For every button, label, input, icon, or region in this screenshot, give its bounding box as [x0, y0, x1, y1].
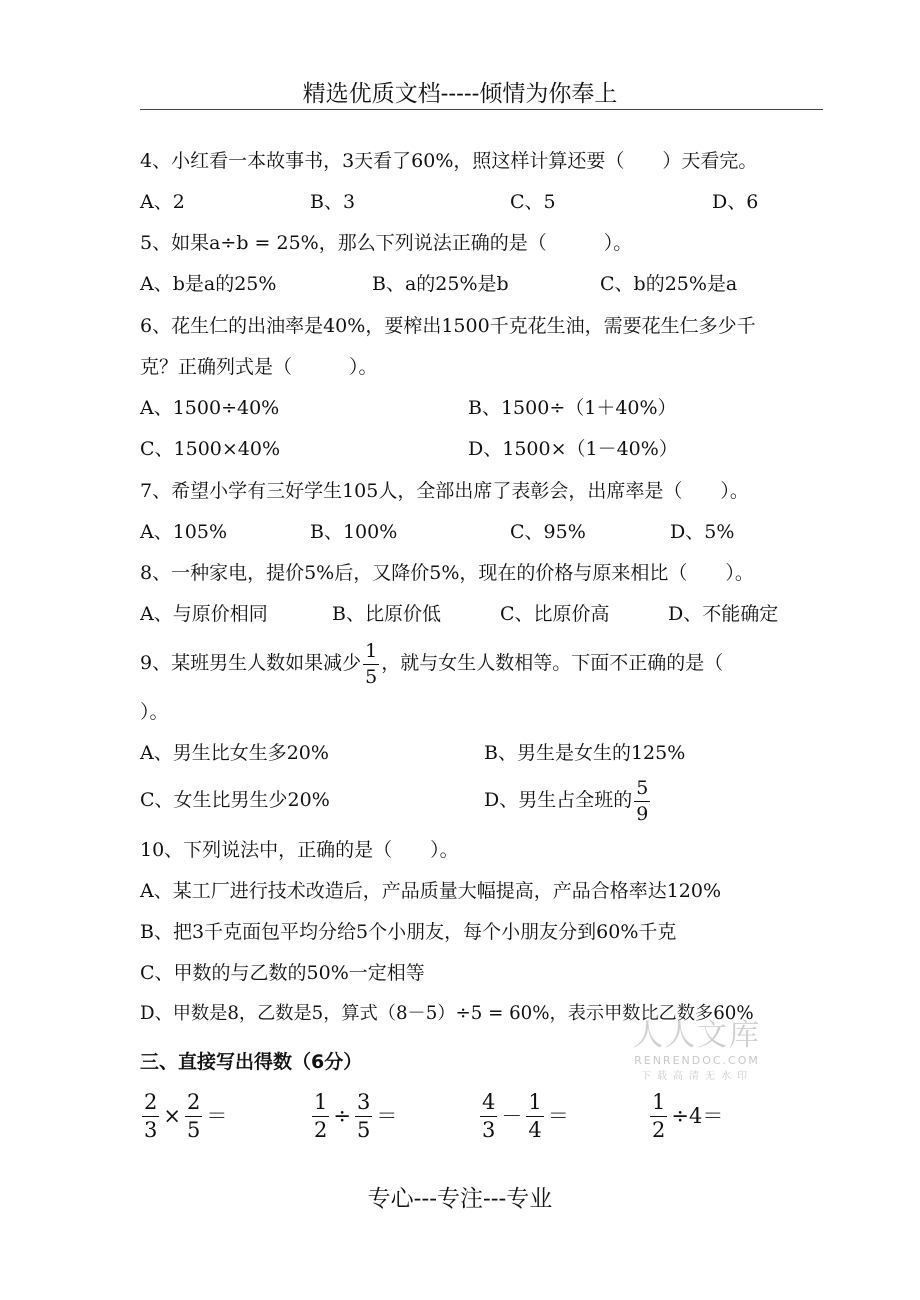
- q8-option-c: C、比原价高: [500, 603, 610, 625]
- q6-stem-line2: 克？正确列式是（ ）。: [140, 356, 378, 378]
- page-footer: 专心---专注---专业: [367, 1186, 553, 1212]
- q10-option-c: C、甲数的与乙数的50%一定相等: [140, 962, 425, 984]
- calc-1-b-numerator: 2: [185, 1092, 202, 1117]
- header-divider: [140, 109, 823, 110]
- q7-option-c: C、95%: [510, 521, 586, 543]
- calc-1-b-denominator: 5: [186, 1118, 201, 1142]
- q5-option-b: B、a的25%是b: [372, 273, 509, 295]
- q9-option-b: B、男生是女生的125%: [484, 742, 686, 764]
- q9-fraction-denominator: 5: [365, 665, 378, 688]
- calc-3-fraction-b: [526, 1092, 543, 1141]
- watermark-title: 人人文库: [633, 1018, 761, 1053]
- q8-option-a: A、与原价相同: [140, 603, 268, 625]
- q7-option-d: D、5%: [670, 521, 735, 543]
- q4-option-c: C、5: [510, 191, 556, 213]
- q10-stem: 10、下列说法中，正确的是（ ）。: [140, 839, 459, 861]
- q4-option-a: A、2: [140, 191, 185, 213]
- calc-1-a-numerator: 2: [142, 1092, 159, 1117]
- q9-fraction: [363, 639, 379, 688]
- calc-3-equals: ＝: [547, 1104, 569, 1128]
- calc-1-fraction-b: [185, 1092, 202, 1141]
- calc-item-4: [648, 1092, 725, 1141]
- calc-item-2: [310, 1092, 399, 1141]
- q9-stem-before: 9、某班男生人数如果减少: [140, 652, 362, 674]
- calc-3-operator: －: [501, 1104, 523, 1128]
- q9-stem: [140, 638, 723, 688]
- renrendoc-watermark: [612, 1010, 782, 1082]
- q5-stem: 5、如果a÷b = 25%，那么下列说法正确的是（ ）。: [140, 232, 633, 254]
- q6-option-a: A、1500÷40%: [140, 397, 280, 419]
- q6-option-c: C、1500×40%: [140, 438, 281, 460]
- calc-2-b-numerator: 3: [355, 1092, 372, 1117]
- q9-option-d-numerator: 5: [634, 779, 650, 802]
- q9-option-d-fraction: [634, 776, 650, 825]
- calc-4-tail: ÷4＝: [671, 1104, 724, 1128]
- q4-option-d: D、6: [712, 191, 759, 213]
- watermark-slogan: 下载高清无水印: [641, 1071, 753, 1082]
- calc-1-equals: ＝: [206, 1104, 228, 1128]
- calc-2-a-denominator: 2: [314, 1118, 328, 1142]
- calc-4-a-denominator: 2: [652, 1118, 666, 1142]
- q10-option-b: B、把3千克面包平均分给5个小朋友，每个小朋友分到60%千克: [140, 921, 677, 943]
- q4-option-b: B、3: [310, 191, 356, 213]
- calc-3-b-denominator: 4: [528, 1118, 542, 1142]
- q9-option-d-text: D、男生占全班的: [484, 789, 633, 811]
- calc-3-b-numerator: 1: [526, 1092, 543, 1117]
- calc-1-operator: ×: [163, 1104, 181, 1128]
- q5-option-a: A、b是a的25%: [140, 273, 277, 295]
- q7-option-a: A、105%: [140, 521, 228, 543]
- q8-stem: 8、一种家电，提价5%后，又降价5%，现在的价格与原来相比（ ）。: [140, 562, 754, 584]
- q9-stem-after: ，就与女生人数相等。下面不正确的是（: [381, 652, 724, 674]
- q6-stem-line1: 6、花生仁的出油率是40%，要榨出1500千克花生油，需要花生仁多少千: [140, 315, 756, 337]
- calc-3-a-denominator: 3: [482, 1118, 496, 1142]
- calc-1-a-denominator: 3: [144, 1118, 158, 1142]
- watermark-url: RENRENDOC.COM: [634, 1054, 760, 1067]
- page-header: 精选优质文档-----倾情为你奉上: [302, 81, 618, 107]
- q9-stem-line2: ）。: [140, 701, 169, 723]
- q7-stem: 7、希望小学有三好学生105人，全部出席了表彰会，出席率是（ ）。: [140, 480, 749, 502]
- calc-2-a-numerator: 1: [312, 1092, 329, 1117]
- q7-option-b: B、100%: [310, 521, 398, 543]
- calc-3-a-numerator: 4: [480, 1092, 497, 1117]
- q10-option-a: A、某工厂进行技术改造后，产品质量大幅提高，产品合格率达120%: [140, 880, 722, 902]
- q8-option-b: B、比原价低: [332, 603, 441, 625]
- calc-item-3: [478, 1092, 571, 1141]
- calc-2-equals: ＝: [376, 1104, 398, 1128]
- section3-title: 三、直接写出得数（6分）: [140, 1051, 363, 1073]
- q6-option-d: D、1500×（1－40%）: [468, 438, 678, 460]
- q9-option-d: [484, 775, 652, 825]
- calc-2-operator: ÷: [333, 1104, 351, 1128]
- q9-option-c: C、女生比男生少20%: [140, 789, 330, 811]
- q6-option-b: B、1500÷（1＋40%）: [468, 397, 677, 419]
- q9-option-d-denominator: 9: [636, 802, 649, 825]
- q4-stem: 4、小红看一本故事书，3天看了60%，照这样计算还要（ ）天看完。: [140, 150, 758, 172]
- q5-option-c: C、b的25%是a: [600, 273, 738, 295]
- calc-2-fraction-a: [312, 1092, 329, 1141]
- calc-4-a-numerator: 1: [650, 1092, 667, 1117]
- q9-option-a: A、男生比女生多20%: [140, 742, 329, 764]
- q10-option-d: D、甲数是8，乙数是5，算式（8－5）÷5 = 60%，表示甲数比乙数多60%: [140, 1003, 754, 1024]
- calc-item-1: [140, 1092, 229, 1141]
- q8-option-d: D、不能确定: [668, 603, 779, 625]
- q9-fraction-numerator: 1: [363, 642, 379, 665]
- calc-4-fraction-a: [650, 1092, 667, 1141]
- calc-2-b-denominator: 5: [356, 1118, 371, 1142]
- calc-3-fraction-a: [480, 1092, 497, 1141]
- calc-2-fraction-b: [355, 1092, 372, 1141]
- calc-1-fraction-a: [142, 1092, 159, 1141]
